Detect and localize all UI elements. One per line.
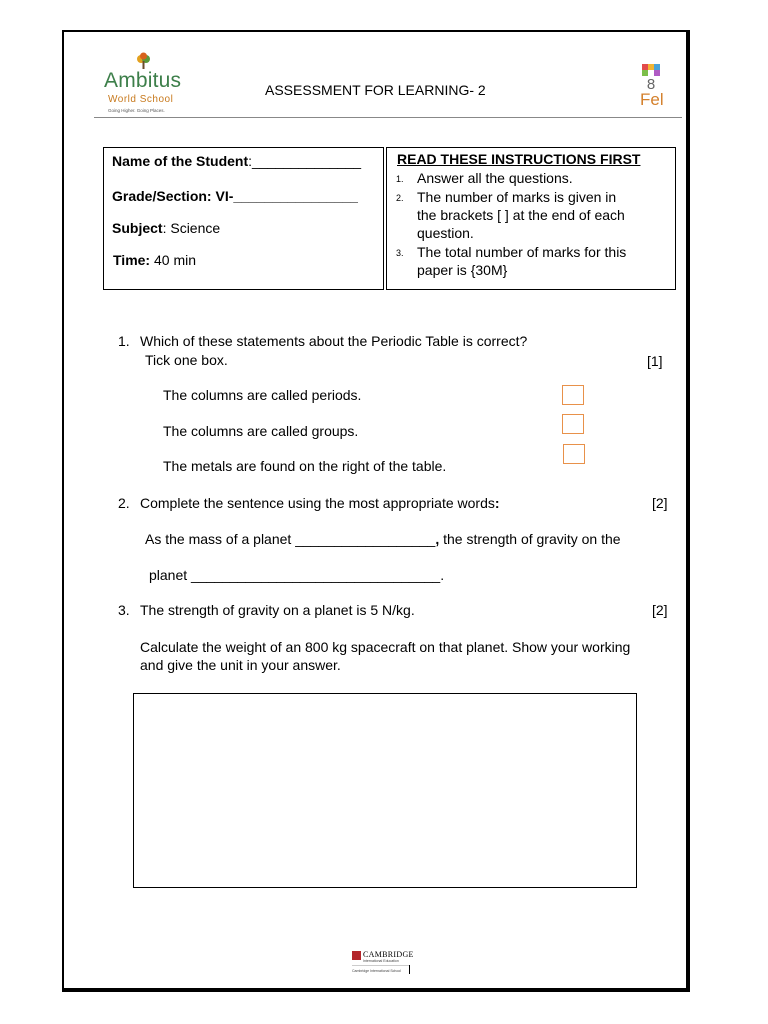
time-label: Time:: [113, 252, 151, 268]
q2-colon: :: [494, 495, 500, 511]
student-name-label: Name of the Student: [112, 153, 249, 169]
instruction-num-2: 2.: [396, 193, 404, 203]
q3-body-line-2: and give the unit in your answer.: [140, 657, 341, 673]
q3-text: The strength of gravity on a planet is 5 N/kg.: [140, 602, 415, 618]
q1-option-1-checkbox[interactable]: [562, 385, 584, 405]
subject-value: : Science: [162, 220, 221, 236]
logo-name: Ambitus: [104, 69, 182, 92]
q1-number: 1.: [118, 333, 130, 349]
school-logo: [104, 52, 194, 116]
cambridge-divider: [352, 965, 410, 966]
q1-marks: [1]: [647, 353, 663, 369]
instruction-3-line-1: The total number of marks for this: [417, 244, 627, 260]
q2-text-row: [140, 495, 500, 511]
instruction-3-line-2: paper is {30M}: [417, 262, 508, 278]
student-name-row: [112, 153, 361, 169]
q1-option-2-checkbox[interactable]: [562, 414, 584, 434]
grade-label: Grade/Section:: [112, 188, 212, 204]
q1-text: Which of these statements about the Periodic Table is correct?: [140, 333, 528, 349]
svg-text:8: 8: [646, 76, 656, 92]
q2-sentence-line-1: [145, 531, 621, 547]
cambridge-wordmark: CAMBRIDGE: [363, 950, 414, 959]
cambridge-subtitle: International Education: [363, 959, 399, 963]
subject-label: Subject: [112, 220, 163, 236]
q2-blank-1-text[interactable]: As the mass of a planet __________________: [145, 531, 436, 547]
q2-text: Complete the sentence using the most appropriate words: [140, 495, 495, 511]
logo-subtitle: World School: [108, 94, 174, 105]
time-value: 40 min: [153, 252, 197, 268]
q1-option-2: The columns are called groups.: [163, 423, 359, 439]
header-divider: [94, 117, 682, 118]
instruction-2-line-2: the brackets [ ] at the end of each: [417, 207, 625, 223]
cambridge-logo: [352, 950, 422, 980]
instruction-2-line-1: The number of marks is given in: [417, 189, 617, 205]
q3-number: 3.: [118, 602, 130, 618]
cambridge-bar: [409, 965, 410, 974]
q2-comma: ,: [435, 531, 440, 547]
page-title: ASSESSMENT FOR LEARNING- 2: [265, 82, 486, 98]
cambridge-school-line: Cambridge International School: [352, 969, 402, 973]
student-name-blank: :______________: [248, 153, 362, 169]
q3-answer-box[interactable]: [133, 693, 637, 888]
q1-subtext: Tick one box.: [145, 352, 228, 368]
instruction-2-line-3: question.: [417, 225, 474, 241]
logo-tagline: Going Higher. Going Places.: [108, 108, 165, 113]
cambridge-crest-icon: [352, 951, 361, 960]
q2-line1-end: the strength of gravity on the: [439, 531, 621, 547]
instruction-1-line-1: Answer all the questions.: [417, 170, 573, 186]
subject-row: [112, 220, 220, 236]
q1-option-1: The columns are called periods.: [163, 387, 362, 403]
fel-logo-text: Fel: [640, 90, 664, 109]
instruction-num-3: 3.: [396, 248, 404, 258]
q1-option-3-checkbox[interactable]: [563, 444, 585, 464]
instructions-title: READ THESE INSTRUCTIONS FIRST: [397, 151, 641, 167]
fel-logo: [639, 62, 667, 112]
q1-option-3: The metals are found on the right of the table.: [163, 458, 447, 474]
grade-value: VI-________________: [215, 188, 358, 204]
q2-marks: [2]: [652, 495, 668, 511]
q2-number: 2.: [118, 495, 130, 511]
q3-marks: [2]: [652, 602, 668, 618]
grade-row: [112, 188, 358, 204]
time-row: [113, 252, 196, 268]
instruction-num-1: 1.: [396, 174, 404, 184]
fel-logo-icon: [639, 62, 665, 92]
q2-sentence-line-2[interactable]: planet ________________________________.: [149, 567, 445, 583]
q3-body-line-1: Calculate the weight of an 800 kg spacecraft on that planet. Show your working: [140, 639, 631, 655]
